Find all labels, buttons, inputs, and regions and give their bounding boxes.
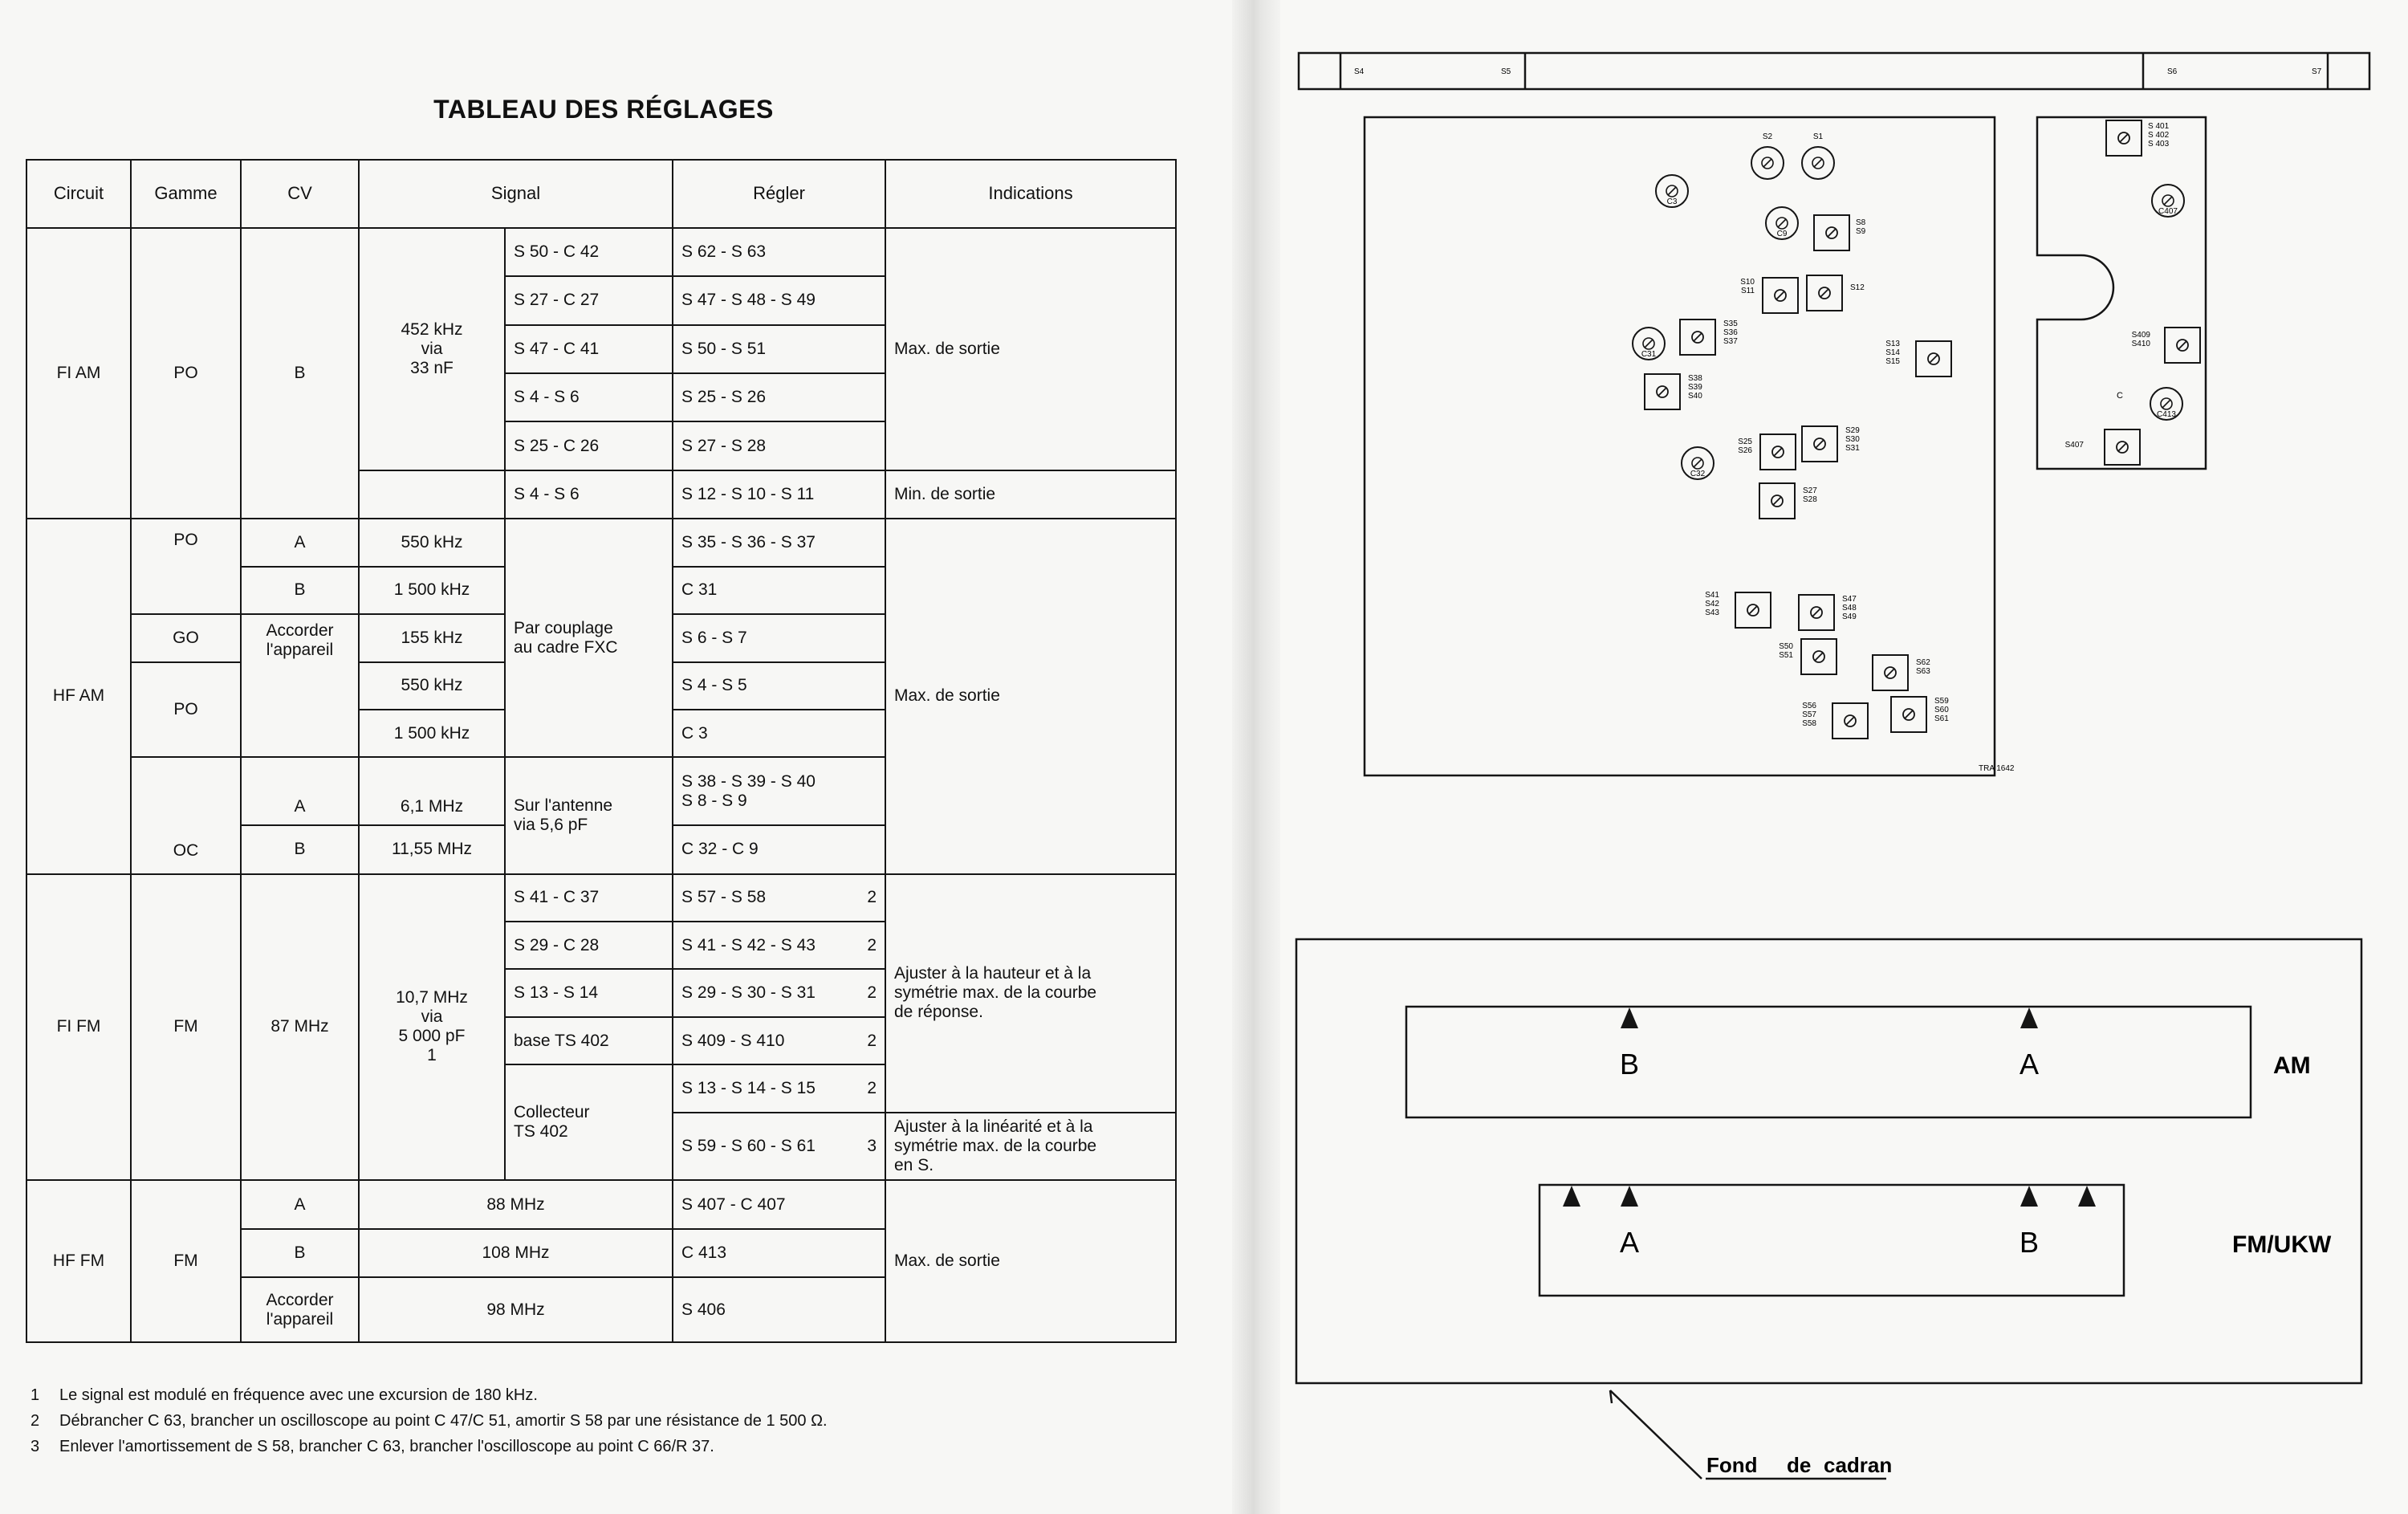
fm-board-capacitor [2152,185,2184,217]
signal-point-cell: S 41 - C 37 [505,874,673,922]
signal-point-cell: base TS 402 [505,1017,673,1064]
page-title: TABLEAU DES RÉGLAGES [433,95,774,124]
am-board-coil [1807,275,1865,311]
component-label: S62 S63 [1916,658,1930,676]
note-ref: 2 [867,935,877,954]
note-ref: 2 [867,1031,877,1050]
am-board-coil [1759,483,1817,519]
signal-point-cell: Collecteur TS 402 [505,1064,673,1180]
strip-label: S5 [1501,67,1511,76]
cv-cell: B [241,1229,359,1277]
dial-pointer-mark [1563,1186,1580,1207]
circuit-cell: FI FM [26,874,131,1181]
signal-cell: 10,7 MHz via 5 000 pF 1 [359,874,505,1181]
regler-text: S 29 - S 30 - S 31 [681,983,816,1003]
note-ref: 2 [867,1078,877,1097]
signal-point-cell: S 25 - C 26 [505,421,673,470]
fm-board-outline [2037,117,2206,469]
footnote-text: Enlever l'amortissement de S 58, brancher C 63, brancher l'oscilloscope au point C 66/R 37. [59,1438,714,1455]
strip-label: S6 [2167,67,2178,76]
caption-pointer [1610,1390,1702,1479]
am-board-coil [1814,215,1866,250]
component-label: S38 S39 S40 [1688,374,1702,401]
regler-cell: S 35 - S 36 - S 37 [673,519,885,566]
am-board-capacitor [1633,328,1665,360]
indication-cell: Max. de sortie [885,1180,1176,1342]
component-label: S1 [1812,132,1824,141]
cv-cell: A [241,757,359,825]
am-board-coil [1705,591,1771,628]
am-band-label: AM [2273,1052,2311,1079]
component-label: S407 [2064,441,2084,450]
signal-point-cell: Sur l'antenne via 5,6 pF [505,757,673,873]
gamme-cell: FM [131,874,241,1181]
fm-band-label: FM/UKW [2232,1231,2332,1258]
am-board-coil [1873,655,1930,690]
fm-board-coil [2106,120,2170,156]
signal-cell: 98 MHz [359,1277,673,1342]
signal-point-cell: S 29 - C 28 [505,922,673,969]
dial-pointer-mark [2078,1186,2096,1207]
regler-cell: S 50 - S 51 [673,325,885,373]
signal-cell: 1 500 kHz [359,710,505,757]
fm-mark-label: B [2019,1226,2040,1259]
dial-pointer-mark [1621,1007,1638,1028]
signal-cell: 6,1 MHz [359,757,505,825]
am-board-capacitor [1766,207,1798,239]
signal-point-cell: S 4 - S 6 [505,373,673,421]
note-ref: 2 [867,983,877,1003]
caption-word: de [1787,1453,1812,1477]
signal-point-cell: Par couplage au cadre FXC [505,519,673,757]
signal-point-cell: S 27 - C 27 [505,276,673,324]
regler-cell: S 62 - S 63 [673,228,885,276]
component-label: S41 S42 S43 [1705,591,1719,617]
indication-cell: Ajuster à la hauteur et à la symétrie max. de la courbe de réponse. [885,874,1176,1113]
am-board-coil [1802,702,1868,739]
regler-cell: S 38 - S 39 - S 40 S 8 - S 9 [673,757,885,825]
regler-cell: S 406 [673,1277,885,1342]
footnote-text: Le signal est modulé en fréquence avec une excursion de 180 kHz. [59,1386,538,1404]
component-label: S29 S30 S31 [1845,426,1860,453]
component-label: S12 [1850,283,1865,292]
fm-board-label: C [2117,391,2123,401]
gamme-cell: PO [131,519,241,614]
regler-cell: S 27 - S 28 [673,421,885,470]
component-label: S8 S9 [1856,218,1866,236]
fm-board-coil [2065,429,2140,465]
am-board-capacitor [1656,175,1688,207]
signal-point-cell: S 47 - C 41 [505,325,673,373]
component-label: S 401 S 402 S 403 [2148,122,2170,149]
indication-cell: Max. de sortie [885,519,1176,873]
regler-cell: C 31 [673,567,885,614]
cv-cell: B [241,567,359,614]
component-label: C9 [1776,230,1788,238]
regler-text: S 409 - S 410 [681,1031,785,1050]
caption-word: Fond [1706,1453,1758,1477]
regler-cell: S 407 - C 407 [673,1180,885,1228]
footnote-number: 1 [31,1386,40,1404]
indication-cell: Max. de sortie [885,228,1176,470]
regler-cell: S 12 - S 10 - S 11 [673,470,885,519]
signal-cell: 550 kHz [359,519,505,566]
am-mark-label: A [2019,1048,2040,1081]
note-ref: 3 [867,1137,877,1155]
regler-cell: S 4 - S 5 [673,662,885,710]
component-label: S50 S51 [1779,642,1793,660]
am-board-capacitor [1802,132,1834,179]
am-board-coil [1779,639,1837,674]
fm-mark-label: A [1619,1226,1640,1259]
component-label: S2 [1762,132,1773,141]
am-board-coil [1680,319,1738,355]
am-scale-window [1406,1007,2251,1117]
component-label: S25 S26 [1738,438,1752,455]
strip-labels [1354,67,2322,76]
component-label: S409 S410 [2131,331,2150,348]
regler-cell: C 3 [673,710,885,757]
am-board-capacitor [1682,447,1714,479]
am-board-coil [1738,434,1796,470]
cv-cell: B [241,825,359,873]
component-label: S27 S28 [1803,486,1817,504]
regler-text: S 57 - S 58 [681,888,767,907]
am-board-coil [1891,697,1949,732]
regler-text: S 59 - S 60 - S 61 [681,1137,816,1155]
component-label: C413 [2157,410,2176,419]
component-label: S10 S11 [1740,278,1755,295]
signal-cell: 108 MHz [359,1229,673,1277]
component-label: C407 [2158,207,2178,216]
footnote-number: 3 [31,1438,40,1455]
component-label: S47 S48 S49 [1842,595,1857,621]
dial-pointer-mark [2020,1186,2038,1207]
am-board-outline [1365,117,1995,775]
signal-cell: 88 MHz [359,1180,673,1228]
col-header-signal: Signal [359,160,673,228]
regler-text: S 13 - S 14 - S 15 [681,1078,816,1097]
strip-label: S7 [2312,67,2322,76]
indication-cell: Ajuster à la linéarité et à la symétrie max. de la courbe en S. [885,1113,1176,1181]
top-strip [1299,53,2369,89]
gamme-cell: FM [131,1180,241,1342]
cv-cell: A [241,519,359,566]
indication-cell: Min. de sortie [885,470,1176,519]
footnote-number: 2 [31,1412,40,1430]
cv-cell: B [241,228,359,519]
signal-cell: 11,55 MHz [359,825,505,873]
col-header-regler: Régler [673,160,885,228]
component-label: S35 S36 S37 [1723,319,1738,346]
signal-cell: 550 kHz [359,662,505,710]
signal-point-cell: S 4 - S 6 [505,470,673,519]
regler-cell: S 6 - S 7 [673,614,885,661]
am-board-coil [1802,426,1860,462]
cv-cell: Accorder l'appareil [241,1277,359,1342]
regler-cell: S 25 - S 26 [673,373,885,421]
signal-cell: 155 kHz [359,614,505,661]
dial-pointer-mark [1621,1186,1638,1207]
regler-text: S 41 - S 42 - S 43 [681,935,816,954]
signal-cell: 1 500 kHz [359,567,505,614]
signal-cell: 452 kHz via 33 nF [359,228,505,470]
col-header-indications: Indications [885,160,1176,228]
dial-pointer-mark [2020,1007,2038,1028]
circuit-cell: HF FM [26,1180,131,1342]
component-label: C32 [1690,470,1706,478]
signal-point-cell: S 13 - S 14 [505,969,673,1016]
component-label: S56 S57 S58 [1802,702,1816,728]
cv-cell: A [241,1180,359,1228]
cv-cell: Accorder l'appareil [241,614,359,757]
regler-cell: S 47 - S 48 - S 49 [673,276,885,324]
fm-board-capacitor [2150,388,2182,420]
am-board-capacitor [1751,132,1784,179]
col-header-circuit: Circuit [26,160,131,228]
caption-word: cadran [1824,1453,1893,1477]
col-header-gamme: Gamme [131,160,241,228]
circuit-cell: HF AM [26,519,131,873]
am-board-coil [1740,278,1798,313]
signal-point-cell: S 50 - C 42 [505,228,673,276]
gamme-cell: PO [131,228,241,519]
fm-board-coil [2132,328,2200,363]
circuit-cell: FI AM [26,228,131,519]
component-label: C31 [1641,350,1657,359]
gamme-cell: OC [131,757,241,873]
cv-cell: 87 MHz [241,874,359,1181]
component-label: S13 S14 S15 [1885,340,1900,366]
board-components [1633,120,2200,739]
am-mark-label: B [1619,1048,1640,1081]
gamme-cell: GO [131,614,241,661]
component-label: C3 [1666,197,1678,206]
dial-markers [1563,1007,2096,1207]
col-header-cv: CV [241,160,359,228]
am-board-coil [1885,340,1951,376]
component-label: S59 S60 S61 [1934,697,1949,723]
regler-cell: C 32 - C 9 [673,825,885,873]
note-ref: 2 [867,888,877,907]
am-board-coil [1799,595,1857,630]
footnote-text: Débrancher C 63, brancher un oscilloscope au point C 47/C 51, amortir S 58 par une résistance de 1 500 Ω. [59,1412,828,1430]
regler-cell: C 413 [673,1229,885,1277]
am-board-coil [1645,374,1702,409]
drawing-reference: TRA 1642 [1979,764,2015,773]
gamme-cell: PO [131,662,241,758]
strip-label: S4 [1354,67,1365,76]
